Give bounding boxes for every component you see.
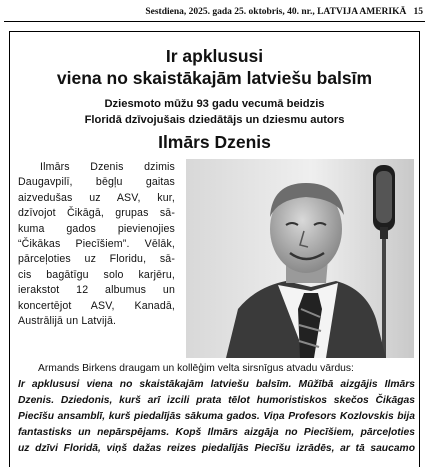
intro-line: dzīvojot Čikāgā, grupas sā- [18, 207, 175, 220]
quote-line: Dzenis. Dziedonis, kurš arī izcili prata tēlot humoristiskos skečos Čikāgas [18, 395, 415, 406]
subtitle-line-2: Floridā dzīvojušais dziedātājs un dziesmu autors [84, 114, 345, 126]
intro-line: Ilmārs Dzenis dzimis [40, 161, 175, 173]
intro-line: kuma gados pievienojies [18, 222, 175, 235]
quote-line: fantastisks un nepārspējams. Kopš Ilmārs aizgāja no Piecīšiem, pārceļoties [18, 427, 415, 438]
quote-line: Ir apklususi viena no skaistākajām latviešu balsīm. Mūžībā aizgājis Ilmārs [18, 379, 415, 390]
intro-line: Austrālijā un Latvijā. [18, 315, 117, 328]
quote-line: Piecīšu ansamblī, kurš piedalījās sākuma gados. Viņa Profesors Kozlovskis bija [18, 411, 415, 422]
portrait-photo [186, 159, 414, 358]
intro-line: pārceļoties uz Floridu, sā- [18, 253, 175, 266]
intro-line: Daugavpilī, bēgļu gaitas [18, 176, 175, 189]
portrait-photo-illustration [186, 159, 414, 358]
tribute-intro: Armands Birkens draugam un kollēģim velta sirsnīgus atvadu vārdus: [38, 363, 354, 374]
quote-line: uz dzīvi Floridā, viņš dažas reizes piedalījās Piecīšu izrādēs, ar tā saucamo [18, 443, 415, 454]
headline-line-2: viena no skaistākajām latviešu balsīm [56, 68, 373, 88]
intro-line: aizvedušas uz ASV, kur, [18, 191, 175, 204]
intro-line: ierakstot 12 albumus un [18, 284, 175, 297]
page-number: 15 [413, 7, 423, 17]
page-header [0, 0, 429, 22]
running-head [145, 7, 423, 17]
running-head-text: Sestdiena, 2025. gada 25. oktobris, 40. nr., LATVIJA AMERIKĀ [145, 7, 407, 17]
subtitle-line-1: Dziesmoto mūžu 93 gadu vecumā beidzis [104, 98, 325, 110]
person-name: Ilmārs Dzenis [158, 132, 271, 152]
intro-line: “Čikākas Piecīšiem”. Vēlāk, [18, 238, 175, 251]
intro-line: cis bagātīgu solo karjēru, [18, 268, 175, 281]
intro-line: koncertējot ASV, Kanadā, [18, 299, 175, 312]
headline-line-1: Ir apklususi [165, 46, 264, 66]
intro-column [18, 160, 175, 329]
header-rule [4, 21, 425, 22]
